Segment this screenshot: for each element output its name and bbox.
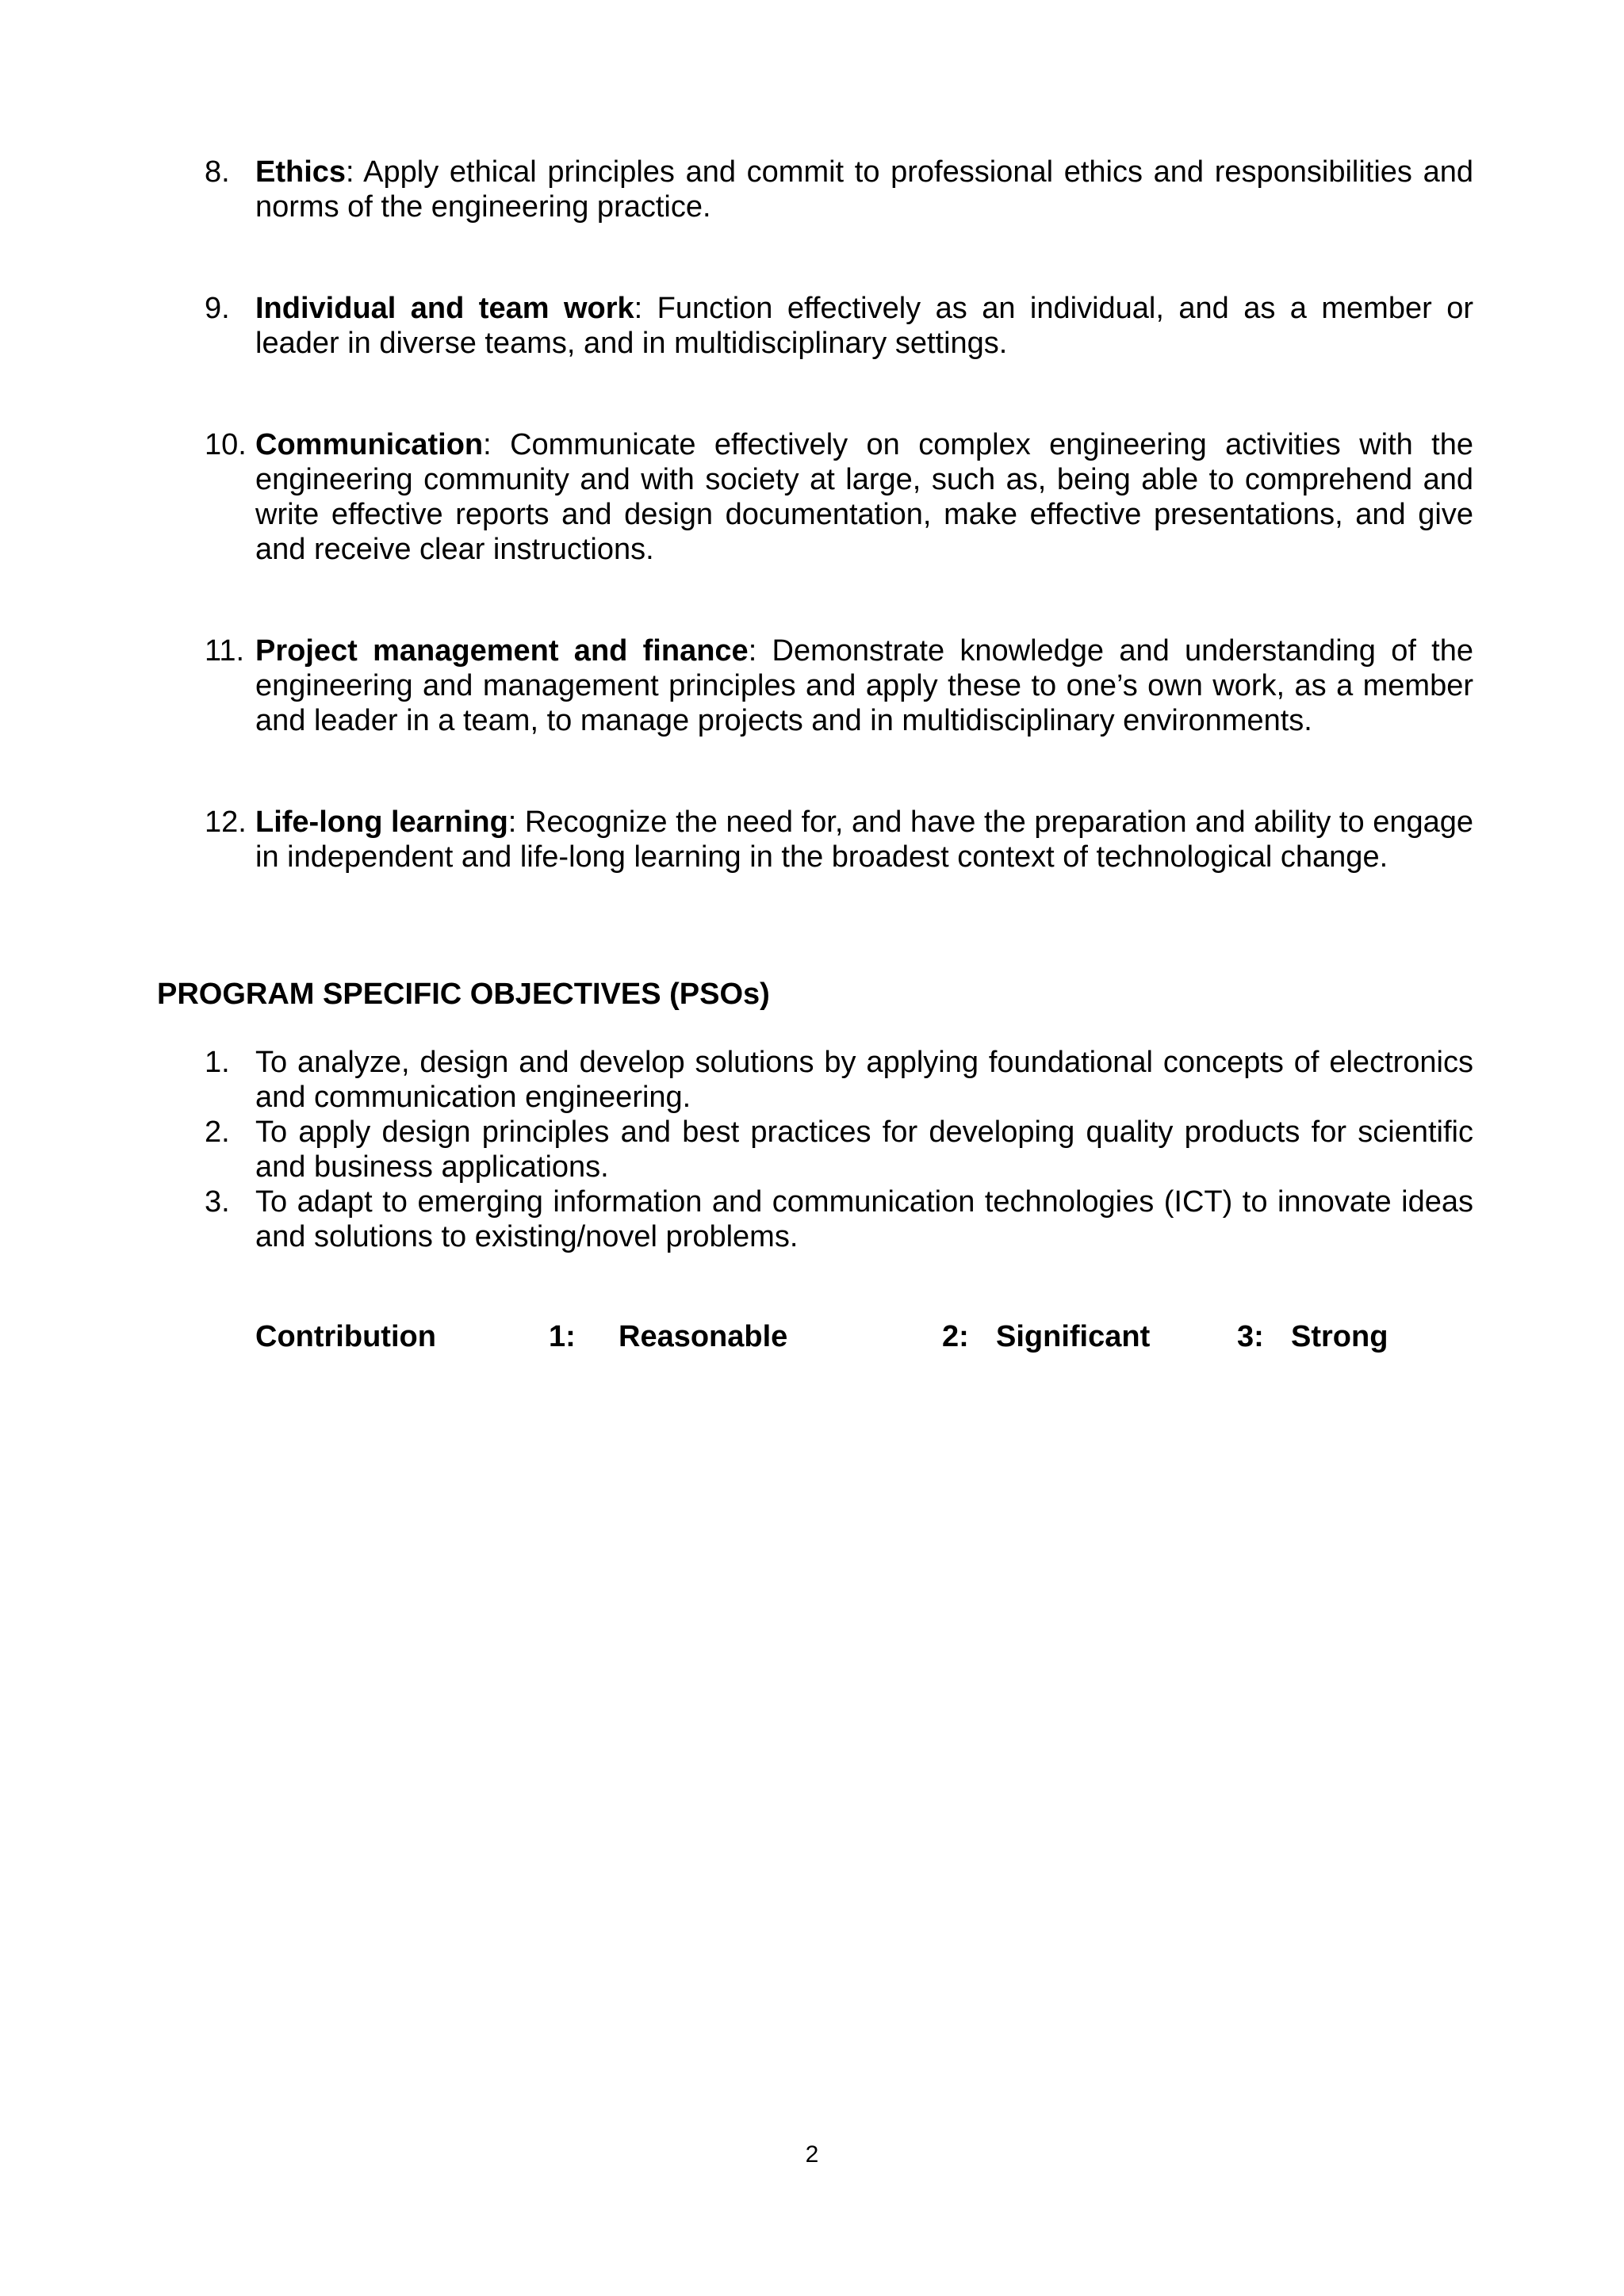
pso-item	[205, 1115, 1473, 1184]
contribution-code-3: 3:	[1237, 1320, 1264, 1353]
pso-item	[205, 1045, 1473, 1115]
outcome-item-ethics	[205, 155, 1473, 224]
outcome-body	[255, 633, 1473, 738]
outcome-item-project-management	[205, 633, 1473, 738]
pso-text: To adapt to emerging information and communication technologies (ICT) to innovate ideas and solutions to existing/novel problems.	[255, 1185, 1473, 1253]
outcome-item-teamwork	[205, 291, 1473, 361]
outcome-number: 9.	[205, 292, 230, 325]
contribution-name-3: Strong	[1291, 1320, 1388, 1353]
outcome-body	[255, 155, 1473, 224]
pso-number: 2.	[205, 1115, 230, 1149]
outcome-description: : Recognize the need for, and have the preparation and ability to engage in independent and life-long learning in the broadest context of technological change.	[255, 806, 1473, 874]
outcome-description: : Function effectively as an individual, and as a member or leader in diverse teams, and in multidisciplinary settings.	[255, 292, 1473, 360]
pso-number: 1.	[205, 1046, 230, 1079]
outcome-description: : Apply ethical principles and commit to professional ethics and responsibilities and norms of the engineering practice.	[255, 155, 1473, 224]
contribution-code-1: 1:	[549, 1320, 576, 1353]
outcome-title: Project management and finance	[255, 634, 749, 668]
program-outcomes-list	[205, 155, 1473, 941]
pso-text: To analyze, design and develop solutions by applying foundational concepts of electronics and communication engineering.	[255, 1046, 1473, 1114]
contribution-label: Contribution	[255, 1320, 436, 1353]
page-number: 2	[805, 2141, 819, 2168]
outcome-description: : Demonstrate knowledge and understanding of the engineering and management principles and apply these to one’s own work, as a member and leader in a team, to manage projects and in multidisciplinary environments.	[255, 634, 1474, 737]
outcome-number: 11.	[205, 634, 245, 668]
pso-text: To apply design principles and best practices for developing quality products for scientific and business applications.	[255, 1115, 1473, 1184]
outcome-item-life-long-learning	[205, 805, 1473, 874]
outcome-title: Life-long learning	[255, 806, 508, 839]
contribution-code-2: 2:	[942, 1320, 969, 1353]
outcome-title: Communication	[255, 428, 484, 461]
outcome-body	[255, 805, 1473, 874]
outcome-description: : Communicate effectively on complex engineering activities with the engineering community and with society at large, such as, being able to comprehend and write effective reports and design documentation, make effective presentations, and give and receive clear instructions.	[255, 428, 1473, 566]
pso-heading: PROGRAM SPECIFIC OBJECTIVES (PSOs)	[157, 978, 770, 1011]
pso-number: 3.	[205, 1185, 230, 1219]
outcome-number: 10.	[205, 428, 247, 461]
outcome-number: 8.	[205, 155, 230, 189]
pso-item	[205, 1184, 1473, 1254]
contribution-name-2: Significant	[996, 1320, 1151, 1353]
outcome-body	[255, 291, 1473, 361]
pso-list	[205, 1045, 1473, 1254]
outcome-title: Ethics	[255, 155, 347, 189]
contribution-name-1: Reasonable	[619, 1320, 788, 1353]
outcome-item-communication	[205, 427, 1473, 567]
outcome-number: 12.	[205, 806, 247, 839]
outcome-title: Individual and team work	[255, 292, 634, 325]
outcome-body	[255, 427, 1473, 567]
